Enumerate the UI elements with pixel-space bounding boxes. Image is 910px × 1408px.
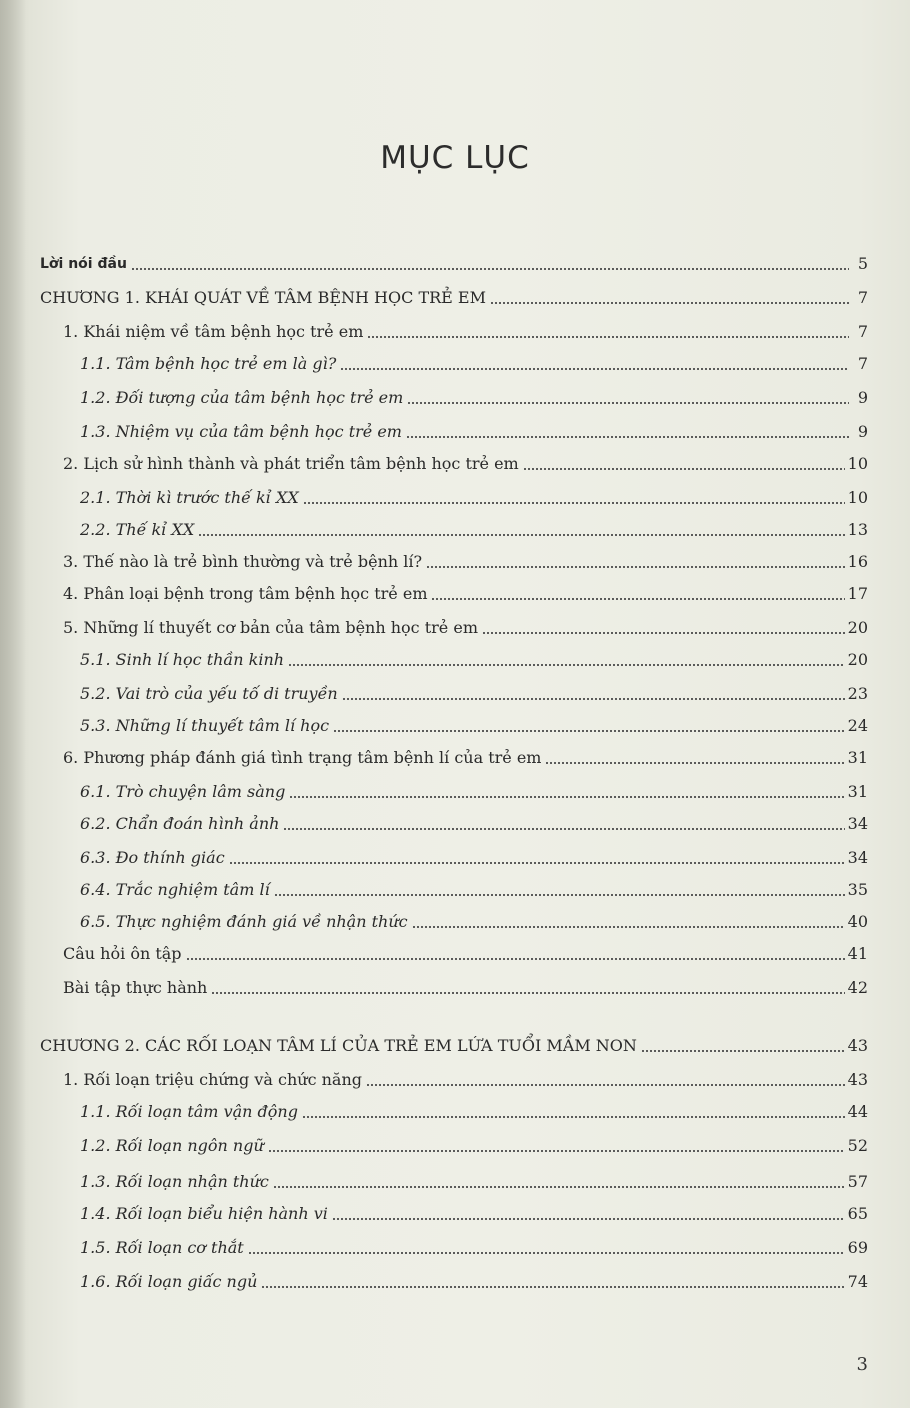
dot-leader [268, 1150, 845, 1152]
dot-leader [273, 1186, 845, 1188]
toc-entry-page: 52 [847, 1136, 868, 1155]
toc-entry-page: 74 [847, 1272, 868, 1291]
toc-entry [80, 844, 868, 868]
toc-entry [63, 450, 868, 474]
dot-leader [289, 796, 844, 798]
toc-entry-page: 7 [857, 354, 868, 373]
toc-entry-page: 43 [847, 1036, 868, 1055]
toc-entry-page: 57 [847, 1172, 868, 1191]
toc-entry [63, 548, 868, 572]
toc-entry-page: 69 [847, 1238, 868, 1257]
dot-leader [248, 1252, 845, 1254]
toc-entry [80, 418, 868, 442]
dot-leader [288, 664, 845, 666]
dot-leader [431, 598, 844, 600]
toc-entry-page: 9 [857, 422, 868, 441]
toc-entry-page: 34 [847, 814, 868, 833]
toc-entry [80, 1132, 868, 1156]
dot-leader [211, 992, 844, 994]
toc-entry [63, 744, 868, 768]
toc-entry-label: 6. Phương pháp đánh giá tình trạng tâm bệnh lí của trẻ em [63, 748, 542, 767]
dot-leader [412, 926, 845, 928]
toc-entry [80, 1168, 868, 1192]
dot-leader [426, 566, 845, 568]
toc-entry [80, 1098, 868, 1122]
toc-entry [80, 1268, 868, 1292]
dot-leader [332, 1218, 845, 1220]
toc-entry-label: 5.2. Vai trò của yếu tố di truyền [80, 684, 338, 703]
toc-entry-page: 7 [857, 288, 868, 307]
page-title: MỤC LỤC [380, 140, 530, 176]
dot-leader [406, 436, 849, 438]
toc-entry-label: 6.5. Thực nghiệm đánh giá về nhận thức [80, 912, 408, 931]
toc-entry [80, 384, 868, 408]
toc-entry-label: 6.1. Trò chuyện lâm sàng [80, 782, 286, 801]
toc-entry-page: 43 [847, 1070, 868, 1089]
toc-entry-label: 6.2. Chẩn đoán hình ảnh [80, 814, 280, 833]
toc-entry-label: 2. Lịch sử hình thành và phát triển tâm bệnh học trẻ em [63, 454, 519, 473]
toc-entry-label: Lời nói đầu [40, 256, 127, 272]
dot-leader [366, 1084, 845, 1086]
dot-leader [302, 1116, 845, 1118]
toc-entry-page: 44 [847, 1102, 868, 1121]
toc-entry-label: 1.3. Nhiệm vụ của tâm bệnh học trẻ em [80, 422, 402, 441]
toc-entry-page: 20 [847, 618, 868, 637]
toc-entry-page: 7 [857, 322, 868, 341]
toc-entry-page: 65 [847, 1204, 868, 1223]
toc-entry [80, 350, 868, 374]
toc-entry-page: 17 [847, 584, 868, 603]
toc-entry-page: 34 [847, 848, 868, 867]
toc-entry-label: 1.1. Tâm bệnh học trẻ em là gì? [80, 354, 337, 373]
toc-entry-label: 6.3. Đo thính giác [80, 848, 225, 867]
toc-entry [63, 1066, 868, 1090]
toc-entry [40, 284, 868, 308]
toc-entry-label: 2.2. Thế kỉ XX [80, 520, 195, 539]
dot-leader [131, 268, 849, 270]
toc-entry-page: 31 [847, 782, 868, 801]
toc-entry-page: 24 [847, 716, 868, 735]
toc-entry-label: 4. Phân loại bệnh trong tâm bệnh học trẻ em [63, 584, 428, 603]
toc-entry [63, 974, 868, 998]
page-number: 3 [856, 1354, 868, 1375]
toc-entry-label: 1.1. Rối loạn tâm vận động [80, 1102, 298, 1121]
toc-entry-label: 1.5. Rối loạn cơ thắt [80, 1238, 244, 1257]
toc-entry-page: 10 [847, 454, 868, 473]
toc-entry-page: 20 [847, 650, 868, 669]
toc-entry-label: 1.2. Rối loạn ngôn ngữ [80, 1136, 264, 1155]
dot-leader [261, 1286, 844, 1288]
toc-entry [80, 876, 868, 900]
toc-entry [80, 1234, 868, 1258]
toc-entry-page: 41 [847, 944, 868, 963]
toc-entry [80, 484, 868, 508]
toc-entry-label: 1.4. Rối loạn biểu hiện hành vi [80, 1204, 328, 1223]
dot-leader [482, 632, 845, 634]
toc-entry [80, 712, 868, 736]
toc-entry-label: 6.4. Trắc nghiệm tâm lí [80, 880, 270, 899]
dot-leader [545, 762, 844, 764]
toc-entry-label: 1.3. Rối loạn nhận thức [80, 1172, 269, 1191]
dot-leader [490, 302, 849, 304]
toc-entry-page: 9 [857, 388, 868, 407]
toc-entry-label: 3. Thế nào là trẻ bình thường và trẻ bệnh lí? [63, 552, 423, 571]
toc-entry-label: 1.6. Rối loạn giấc ngủ [80, 1272, 258, 1291]
toc-entry [63, 318, 868, 342]
toc-entry-page: 23 [847, 684, 868, 703]
toc-entry-label: 1. Khái niệm về tâm bệnh học trẻ em [63, 322, 364, 341]
toc-entry-page: 16 [847, 552, 868, 571]
toc-entry-page: 13 [847, 520, 868, 539]
toc-entry [80, 778, 868, 802]
toc-entry-page: 40 [847, 912, 868, 931]
toc-entry-page: 35 [847, 880, 868, 899]
toc-entry-page: 10 [847, 488, 868, 507]
toc-entry-label: CHƯƠNG 1. KHÁI QUÁT VỀ TÂM BỆNH HỌC TRẺ EM [40, 288, 486, 307]
dot-leader [340, 368, 849, 370]
toc-entry [63, 940, 868, 964]
toc-entry [80, 646, 868, 670]
toc-entry-label: Bài tập thực hành [63, 978, 208, 997]
dot-leader [367, 336, 849, 338]
toc-entry-label: 1. Rối loạn triệu chứng và chức năng [63, 1070, 362, 1089]
toc-entry-page: 42 [847, 978, 868, 997]
toc-entry-label: 1.2. Đối tượng của tâm bệnh học trẻ em [80, 388, 404, 407]
toc-entry-label: Câu hỏi ôn tập [63, 944, 182, 963]
toc-entry [80, 908, 868, 932]
toc-entry-page: 31 [847, 748, 868, 767]
dot-leader [283, 828, 844, 830]
toc-entry [80, 810, 868, 834]
toc-entry-label: 5.3. Những lí thuyết tâm lí học [80, 716, 330, 735]
toc-entry-page: 5 [857, 254, 868, 273]
dot-leader [303, 502, 845, 504]
toc-entry-label: CHƯƠNG 2. CÁC RỐI LOẠN TÂM LÍ CỦA TRẺ EM LỨA TUỔI MẦM NON [40, 1036, 637, 1055]
toc-entry [63, 580, 868, 604]
dot-leader [198, 534, 844, 536]
dot-leader [229, 862, 845, 864]
toc-entry [80, 680, 868, 704]
toc-entry [63, 614, 868, 638]
toc-entry [80, 516, 868, 540]
dot-leader [407, 402, 849, 404]
toc-entry [80, 1200, 868, 1224]
dot-leader [523, 468, 845, 470]
toc-entry-label: 2.1. Thời kì trước thế kỉ XX [80, 488, 299, 507]
toc-entry-label: 5. Những lí thuyết cơ bản của tâm bệnh học trẻ em [63, 618, 478, 637]
toc-entry [40, 250, 868, 274]
dot-leader [274, 894, 845, 896]
toc-entry-label: 5.1. Sinh lí học thần kinh [80, 650, 285, 669]
toc-entry [40, 1032, 868, 1056]
dot-leader [186, 958, 845, 960]
dot-leader [342, 698, 845, 700]
dot-leader [333, 730, 845, 732]
dot-leader [641, 1050, 845, 1052]
